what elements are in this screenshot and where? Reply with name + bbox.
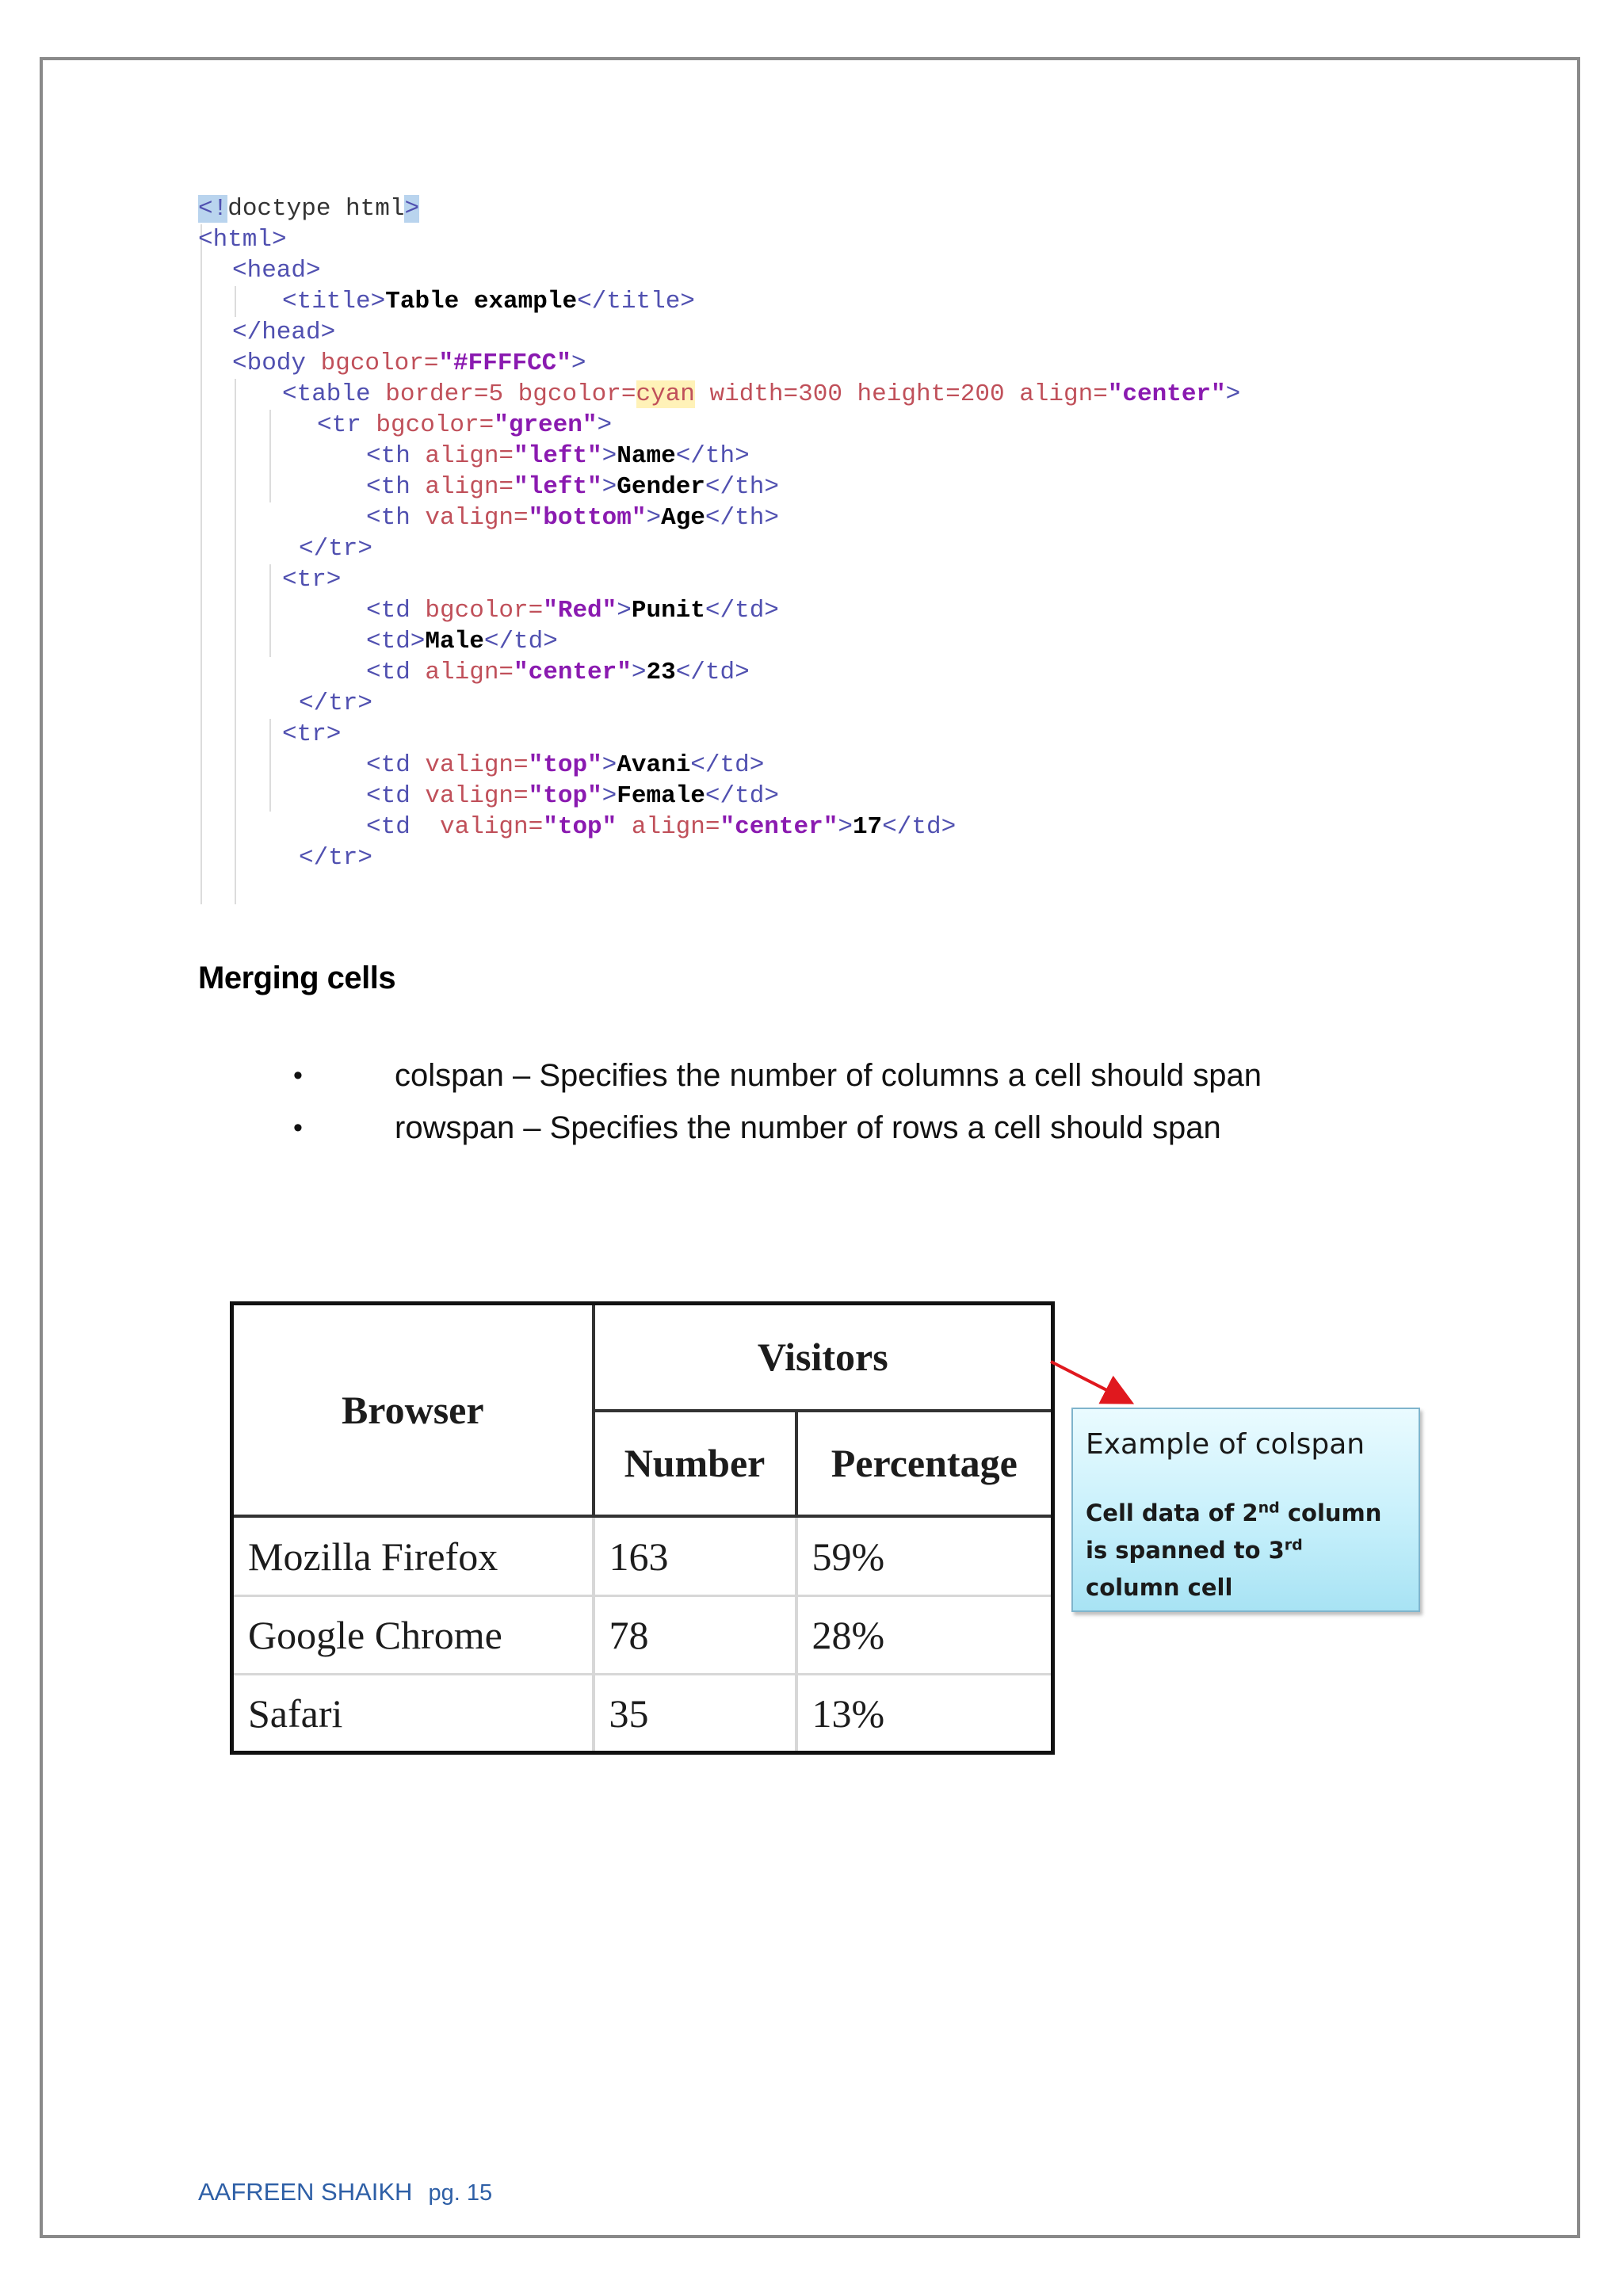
code-attr: valign=	[440, 813, 544, 841]
cell-percentage: 59%	[796, 1516, 1053, 1596]
callout-line	[1086, 1495, 1381, 1532]
code-tag: </td>	[882, 813, 957, 841]
code-tag: <td	[366, 813, 441, 841]
code-attr: valign=	[425, 504, 529, 532]
code-line-td-avani: <td valign="top">Avani</td>	[366, 751, 765, 779]
code-line-td-male	[366, 626, 558, 657]
code-tag: <th	[366, 504, 411, 532]
code-line-body	[232, 348, 586, 379]
code-content: 23	[646, 659, 676, 686]
indent-guide	[235, 379, 236, 904]
code-tag: </tr>	[299, 844, 373, 872]
code-line-tr-close	[299, 533, 372, 564]
code-attr: align=	[425, 473, 514, 501]
header-browser: Browser	[232, 1304, 594, 1516]
header-number: Number	[594, 1411, 796, 1516]
footer-page-number: pg. 15	[428, 2180, 493, 2206]
callout-title: Example of colspan	[1086, 1428, 1365, 1461]
code-line-th-gender: <th align="left">Gender</th>	[366, 473, 779, 501]
table-row	[232, 1516, 1053, 1596]
code-attr: bgcolor=	[425, 597, 544, 625]
code-attr: border=5 bgcolor=	[385, 380, 636, 408]
indent-guide	[269, 719, 271, 812]
code-line-td-female: <td valign="top">Female</td>	[366, 782, 779, 810]
code-tag: >	[1225, 380, 1241, 408]
callout-text: column cell	[1086, 1574, 1233, 1601]
code-content: Name	[617, 442, 676, 470]
code-attr: valign=	[425, 782, 529, 810]
code-tag: </td>	[675, 659, 750, 686]
code-tag: </title>	[577, 288, 695, 315]
code-line-html	[198, 224, 287, 255]
bullet-icon: •	[293, 1060, 303, 1091]
code-tag: <tr>	[282, 566, 342, 594]
code-tag: </tr>	[299, 535, 373, 563]
bullet-list	[293, 1049, 1262, 1154]
code-content: Punit	[631, 597, 705, 625]
code-attr: valign=	[425, 751, 529, 779]
code-content: Female	[617, 782, 705, 810]
header-percentage: Percentage	[796, 1411, 1053, 1516]
callout-text: Cell data of 2	[1086, 1499, 1258, 1526]
code-line-tr-close	[299, 842, 372, 873]
code-content: Male	[425, 628, 484, 655]
callout-sup: rd	[1284, 1536, 1303, 1554]
bullet-icon: •	[293, 1113, 303, 1143]
code-value: "center"	[514, 659, 632, 686]
bullet-item-rowspan	[293, 1102, 1262, 1154]
code-tag: <tr	[317, 411, 361, 439]
code-content: Table example	[385, 288, 578, 315]
code-tag: <td>	[366, 628, 426, 655]
cell-browser: Safari	[232, 1675, 594, 1753]
code-attr: align=	[425, 659, 514, 686]
code-line-tr-header	[317, 410, 612, 441]
page-footer	[198, 2178, 492, 2206]
code-content: Avani	[617, 751, 691, 779]
code-tag: <	[198, 195, 213, 223]
code-attr: width=300 height=200 align=	[694, 380, 1108, 408]
code-content: Age	[661, 504, 705, 532]
code-value: "Red"	[543, 597, 617, 625]
code-tag: !	[212, 195, 228, 223]
code-value: "bottom"	[528, 504, 647, 532]
code-line-title	[282, 286, 695, 317]
code-tag: <th	[366, 473, 411, 501]
header-visitors: Visitors	[594, 1304, 1053, 1411]
cell-number: 35	[594, 1675, 796, 1753]
code-tag: <td	[366, 659, 411, 686]
code-value: "top"	[543, 813, 617, 841]
code-line-tr-open	[282, 564, 341, 595]
code-tag: >	[597, 411, 613, 439]
callout-text: is spanned to 3	[1086, 1537, 1285, 1564]
cell-number: 163	[594, 1516, 796, 1596]
callout-line	[1086, 1532, 1381, 1569]
bullet-text: colspan – Specifies the number of columns a cell should span	[395, 1058, 1262, 1093]
callout-text: column	[1279, 1499, 1382, 1526]
code-tag: <td	[366, 782, 411, 810]
cell-percentage: 13%	[796, 1675, 1053, 1753]
callout-line	[1086, 1569, 1381, 1606]
code-tag: </th>	[705, 473, 779, 501]
code-line-head	[232, 255, 321, 286]
code-tag: >	[571, 350, 586, 377]
code-value: "#FFFFCC"	[438, 350, 571, 377]
code-tag: </th>	[705, 504, 779, 532]
code-tag: <td	[366, 597, 411, 625]
code-value: "green"	[494, 411, 598, 439]
code-attr: align=	[617, 813, 720, 841]
code-line-td-17: <td valign="top" align="center">17</td>	[366, 813, 957, 841]
indent-guide	[269, 564, 271, 657]
code-attr: bgcolor=	[376, 411, 495, 439]
code-line-td-punit: <td bgcolor="Red">Punit</td>	[366, 597, 779, 625]
bullet-item-colspan	[293, 1049, 1262, 1102]
section-heading: Merging cells	[198, 961, 396, 995]
code-tag: </td>	[705, 782, 779, 810]
indent-guide	[269, 410, 271, 502]
code-tag: </tr>	[299, 690, 373, 717]
code-line-tr-open	[282, 719, 341, 750]
code-line-td-23: <td align="center">23</td>	[366, 659, 750, 686]
code-tag: <body	[232, 350, 307, 377]
code-tag: </td>	[690, 751, 765, 779]
code-value: "top"	[528, 782, 602, 810]
code-line-tr-close	[299, 688, 372, 719]
callout-sup: nd	[1258, 1499, 1280, 1517]
code-attr: align=	[425, 442, 514, 470]
code-tag: <th	[366, 442, 411, 470]
code-tag: </td>	[705, 597, 779, 625]
code-tag: <head>	[232, 257, 321, 285]
indent-guide	[235, 286, 236, 317]
code-tag: <tr>	[282, 720, 342, 748]
code-tag: <title>	[282, 288, 386, 315]
cell-browser: Mozilla Firefox	[232, 1516, 594, 1596]
code-tag: </head>	[232, 319, 336, 346]
code-line-th-age: <th valign="bottom">Age</th>	[366, 504, 779, 532]
visitors-table	[230, 1301, 1055, 1755]
callout-body	[1086, 1495, 1381, 1606]
code-tag: <table	[282, 380, 371, 408]
code-tag: </td>	[483, 628, 558, 655]
code-line-th-name: <th align="left">Name</th>	[366, 442, 750, 470]
code-attr: bgcolor=	[320, 350, 439, 377]
code-tag: </th>	[675, 442, 750, 470]
code-value: "left"	[514, 473, 602, 501]
code-value: "top"	[528, 751, 602, 779]
table-row	[232, 1675, 1053, 1753]
code-tag: >	[404, 195, 420, 223]
cell-percentage: 28%	[796, 1596, 1053, 1675]
code-value: "center"	[1107, 380, 1226, 408]
code-text: doctype html	[227, 195, 405, 223]
code-tag: <html>	[198, 226, 287, 254]
code-line-table	[282, 379, 1240, 410]
indent-guide	[200, 224, 202, 904]
callout-box	[1071, 1408, 1420, 1612]
code-content: Gender	[617, 473, 705, 501]
cell-number: 78	[594, 1596, 796, 1675]
code-line-doctype	[198, 193, 419, 224]
code-tag: <td	[366, 751, 411, 779]
code-value: "left"	[514, 442, 602, 470]
bullet-text: rowspan – Specifies the number of rows a cell should span	[395, 1110, 1221, 1145]
code-line-head-close	[232, 317, 335, 348]
code-content: 17	[852, 813, 883, 841]
cell-browser: Google Chrome	[232, 1596, 594, 1675]
table-row	[232, 1596, 1053, 1675]
footer-author: AAFREEN SHAIKH	[198, 2178, 413, 2206]
code-value: "center"	[720, 813, 838, 841]
code-highlighted-value: cyan	[636, 380, 695, 408]
